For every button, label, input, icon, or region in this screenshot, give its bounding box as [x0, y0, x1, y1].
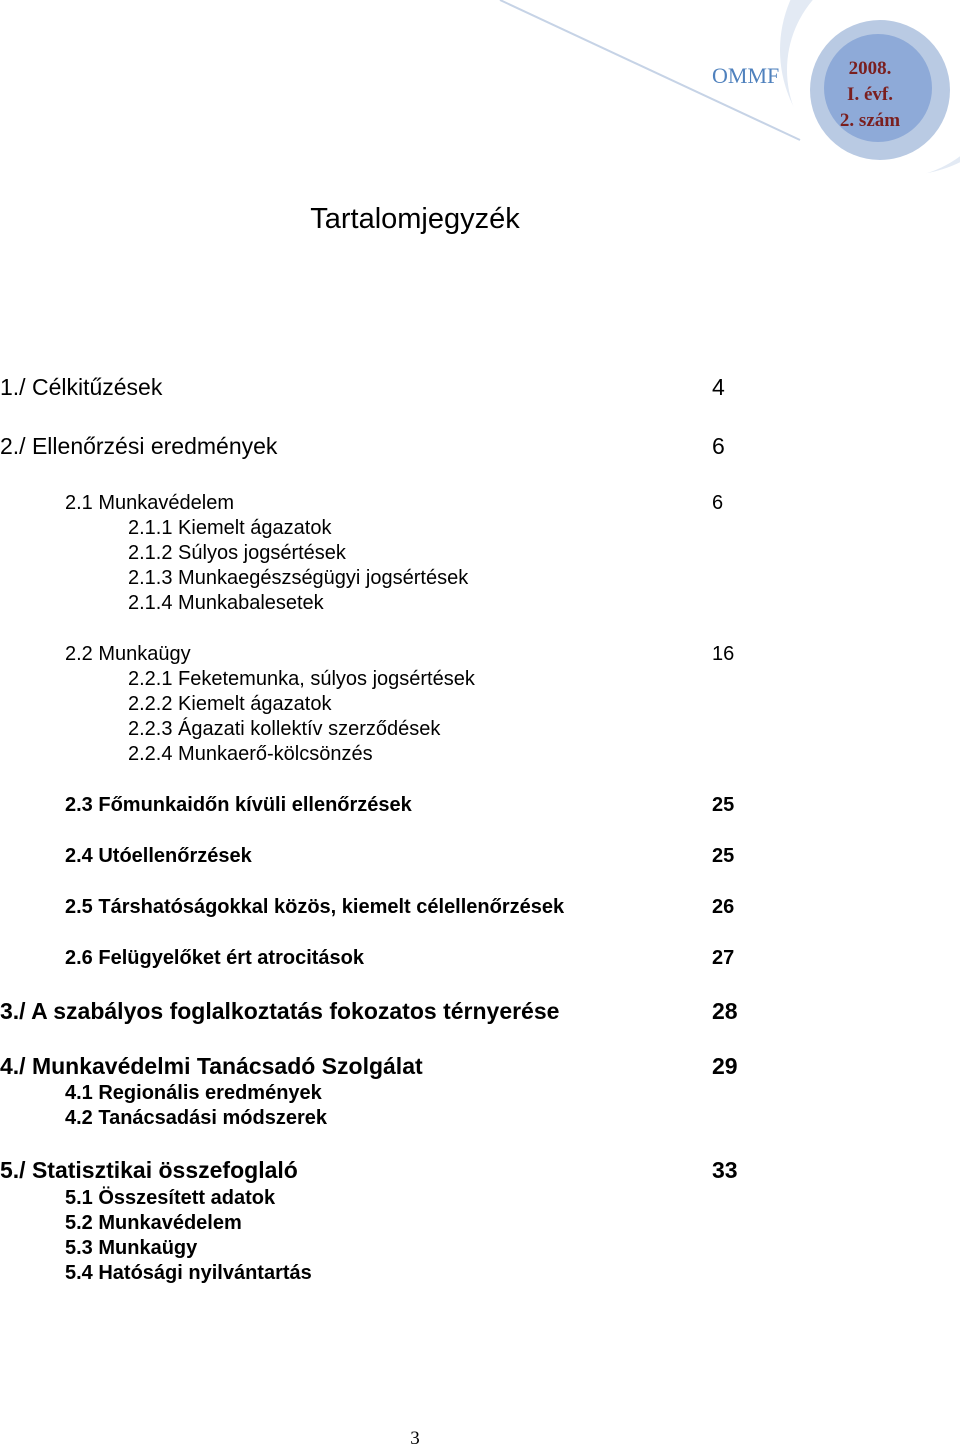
toc-entry-label: 4./ Munkavédelmi Tanácsadó Szolgálat — [0, 1053, 423, 1079]
toc-entry-page: 25 — [712, 845, 735, 867]
toc-entry-label: 4.1 Regionális eredmények — [65, 1082, 322, 1104]
toc-entry-label: 2.1.1 Kiemelt ágazatok — [128, 517, 332, 539]
toc-entry-label: 1./ Célkitűzések — [0, 374, 163, 400]
issue-volume: I. évf. — [847, 84, 893, 105]
toc-entry[interactable] — [0, 998, 960, 1028]
toc-entry-label: 5.3 Munkaügy — [65, 1237, 198, 1259]
toc-entry-page: 33 — [712, 1157, 738, 1183]
toc-entry[interactable] — [0, 794, 960, 824]
toc-entry-label: 4.2 Tanácsadási módszerek — [65, 1107, 327, 1129]
toc-entry[interactable] — [0, 743, 960, 773]
toc-entry-label: 5./ Statisztikai összefoglaló — [0, 1157, 298, 1183]
toc-entry[interactable] — [0, 1053, 960, 1083]
issue-year: 2008. — [848, 58, 892, 79]
issue-number: 2. szám — [839, 110, 901, 131]
page-title: Tartalomjegyzék — [310, 203, 520, 235]
toc-entry-label: 2.4 Utóellenőrzések — [65, 845, 252, 867]
toc-entry-label: 3./ A szabályos foglalkoztatás fokozatos térnyerése — [0, 998, 560, 1024]
toc-entry-label: 2.2.4 Munkaerő-kölcsönzés — [128, 743, 373, 765]
toc-entry-page: 28 — [712, 998, 738, 1024]
toc-entry-label: 2.1.3 Munkaegészségügyi jogsértések — [128, 567, 469, 589]
toc-entry[interactable] — [0, 1262, 960, 1292]
toc-entry-label: 5.2 Munkavédelem — [65, 1212, 242, 1234]
toc-entry[interactable] — [0, 592, 960, 622]
toc-entry-label: 2.1 Munkavédelem — [65, 492, 234, 514]
toc-entry-page: 6 — [712, 492, 724, 514]
toc-entry-page: 6 — [712, 433, 725, 459]
toc-entry-page: 25 — [712, 794, 735, 816]
toc-entry-page: 16 — [712, 643, 735, 665]
toc-entry-page: 4 — [712, 374, 725, 400]
toc-entry[interactable] — [0, 1157, 960, 1187]
toc-entry[interactable] — [0, 374, 960, 404]
toc-entry-label: 2.1.2 Súlyos jogsértések — [128, 542, 346, 564]
toc-entry-label: 2.2.1 Feketemunka, súlyos jogsértések — [128, 668, 475, 690]
toc-entry[interactable] — [0, 1107, 960, 1137]
publisher-logo-text: OMMF — [712, 63, 780, 88]
toc-entry-label: 2./ Ellenőrzési eredmények — [0, 433, 278, 459]
page-number: 3 — [410, 1428, 420, 1449]
toc-entry-label: 2.2.3 Ágazati kollektív szerződések — [128, 718, 441, 740]
toc-entry-label: 2.6 Felügyelőket ért atrocitások — [65, 947, 365, 969]
toc-entry-label: 2.2 Munkaügy — [65, 643, 191, 665]
toc-entry-page: 27 — [712, 947, 735, 969]
toc-entry-label: 2.1.4 Munkabalesetek — [128, 592, 324, 614]
toc-entry[interactable] — [0, 433, 960, 463]
toc-entry-label: 2.2.2 Kiemelt ágazatok — [128, 693, 332, 715]
toc-entry[interactable] — [0, 947, 960, 977]
toc-entry-label: 2.5 Társhatóságokkal közös, kiemelt célellenőrzések — [65, 896, 565, 918]
toc-entry[interactable] — [0, 845, 960, 875]
toc-entry[interactable] — [0, 896, 960, 926]
toc-entry-page: 26 — [712, 896, 735, 918]
toc-entry-label: 2.3 Főmunkaidőn kívüli ellenőrzések — [65, 794, 412, 816]
toc-entry-page: 29 — [712, 1053, 738, 1079]
toc-entry-label: 5.4 Hatósági nyilvántartás — [65, 1262, 312, 1284]
toc-entry-label: 5.1 Összesített adatok — [65, 1187, 276, 1209]
